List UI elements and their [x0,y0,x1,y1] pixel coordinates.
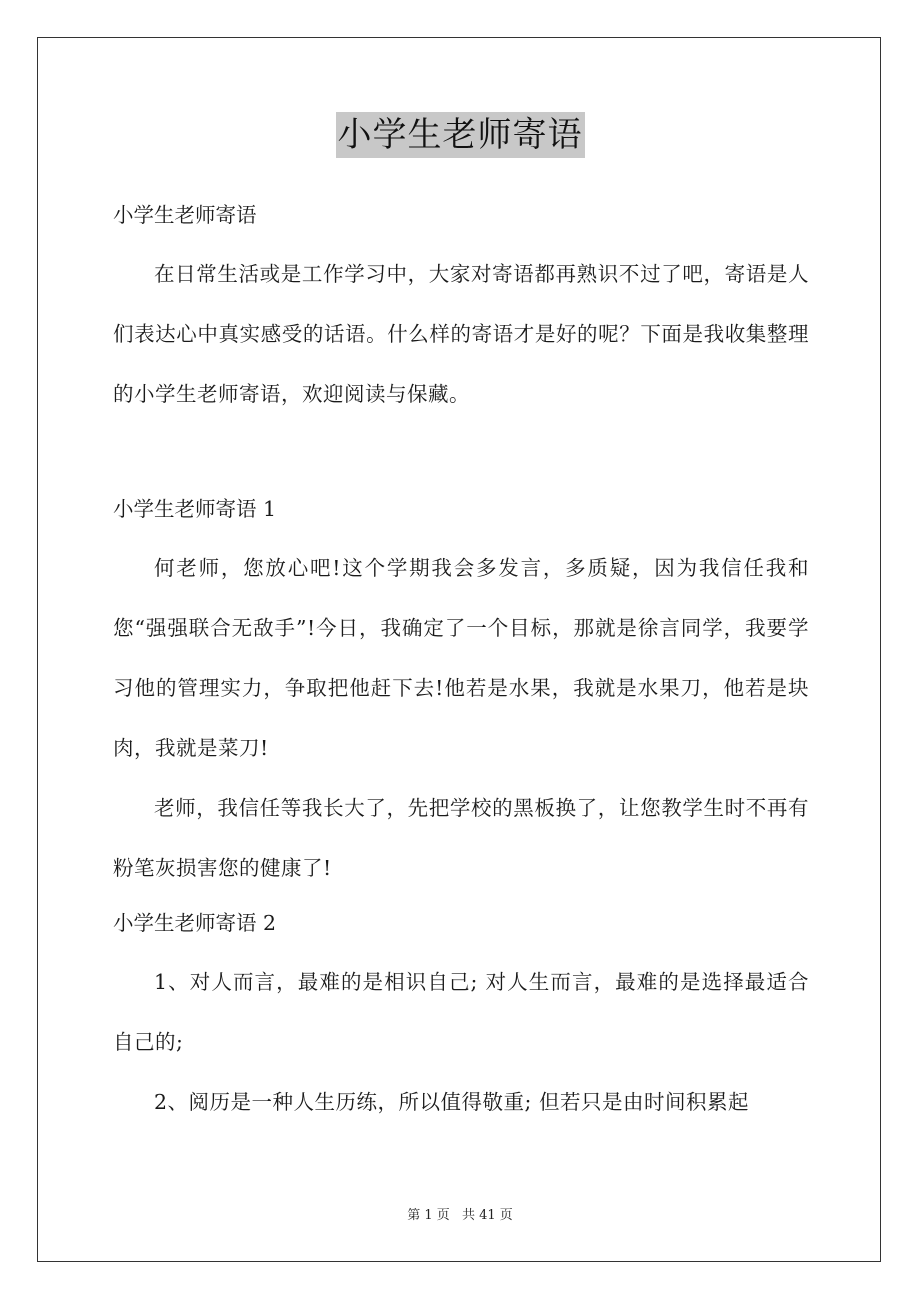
spacer [113,424,809,484]
document-title: 小学生老师寄语 [336,112,585,158]
intro-heading: 小学生老师寄语 [113,203,257,227]
section1-heading: 小学生老师寄语 1 [113,497,277,521]
page-total: 共 41 页 [461,1208,513,1223]
section2-paragraph: 2、阅历是一种人生历练，所以值得敬重; 但若只是由时间积累起 [154,1090,749,1114]
intro-paragraph: 在日常生活或是工作学习中，大家对寄语都再熟识不过了吧，寄语是人们表达心中真实感受的话语。什么样的寄语才是好的呢？下面是我收集整理的小学生老师寄语，欢迎阅读与保藏。 [113,262,809,406]
page-footer [0,1204,920,1223]
section2-paragraph: 1、对人而言，最难的是相识自己; 对人生而言，最难的是选择最适合自己的; [113,970,809,1054]
section2-heading: 小学生老师寄语 2 [113,911,277,935]
section1-paragraph: 老师，我信任等我长大了，先把学校的黑板换了，让您教学生时不再有粉笔灰损害您的健康了! [113,796,809,880]
title-container [0,112,920,158]
section1-paragraph: 何老师，您放心吧!这个学期我会多发言，多质疑，因为我信任我和您“强强联合无敌手”!今日，我确定了一个目标，那就是徐言同学，我要学习他的管理实力，争取把他赶下去!他若是水果，我就是水果刀，他若是块肉，我就是菜刀! [113,556,809,760]
page-number: 第 1 页 [407,1208,450,1223]
document-body [113,190,809,1132]
